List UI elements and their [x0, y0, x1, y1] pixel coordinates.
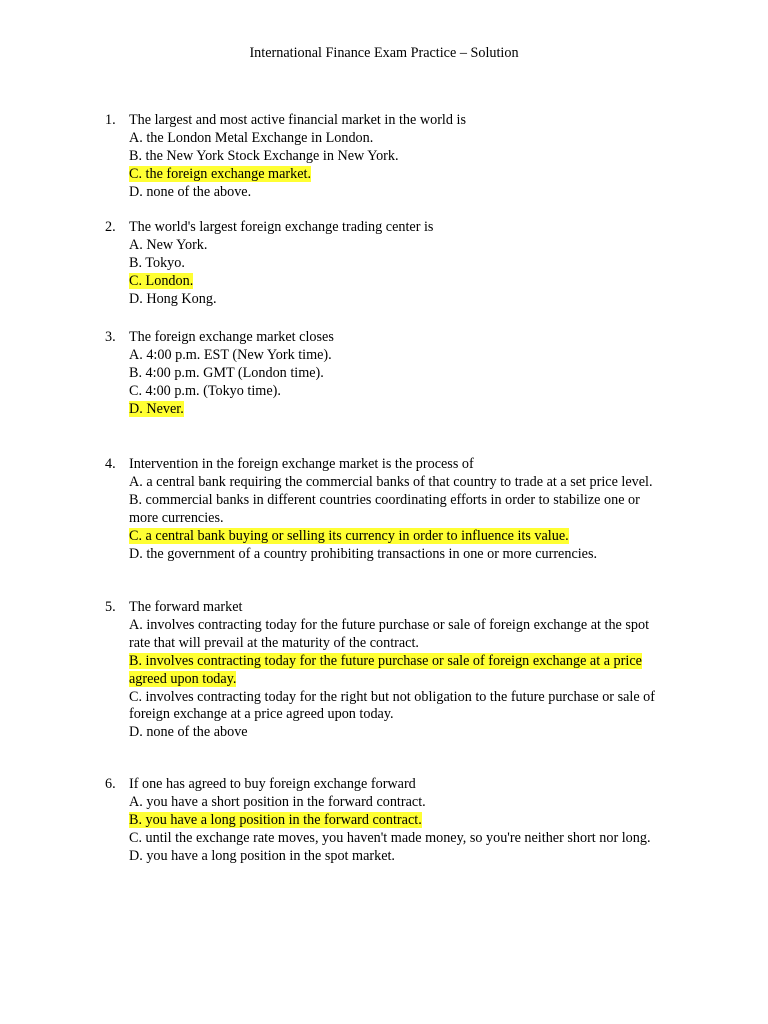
- question-6: [105, 776, 665, 866]
- question-number: 1.: [105, 112, 116, 128]
- option-a: A. a central bank requiring the commercial banks of that country to trade at a set price level.: [129, 473, 653, 490]
- question-5: [105, 599, 665, 742]
- option-d: D. none of the above.: [129, 183, 252, 200]
- option-b: B. commercial banks in different countries coordinating efforts in order to stabilize one or more currencies.: [129, 491, 640, 526]
- option-d: D. the government of a country prohibiting transactions in one or more currencies.: [129, 545, 598, 562]
- question-stem: The forward market: [129, 599, 243, 615]
- question-number: 3.: [105, 329, 116, 345]
- option-a: A. New York.: [129, 236, 208, 253]
- option-a: A. the London Metal Exchange in London.: [129, 129, 374, 146]
- option-b: B. the New York Stock Exchange in New York.: [129, 147, 399, 164]
- option-c: C. 4:00 p.m. (Tokyo time).: [129, 382, 281, 399]
- option-d: D. Hong Kong.: [129, 290, 217, 307]
- question-2: [105, 219, 665, 309]
- page-title: International Finance Exam Practice – Solution: [249, 45, 519, 61]
- option-b-correct-answer: B. involves contracting today for the future purchase or sale of foreign exchange at a price agreed upon today.: [129, 652, 642, 687]
- option-b: B. 4:00 p.m. GMT (London time).: [129, 364, 324, 381]
- option-c-correct-answer: C. a central bank buying or selling its currency in order to influence its value.: [129, 527, 569, 544]
- option-b: B. Tokyo.: [129, 254, 185, 271]
- question-stem: The world's largest foreign exchange trading center is: [129, 219, 434, 235]
- question-stem: The largest and most active financial market in the world is: [129, 112, 466, 128]
- question-number: 2.: [105, 219, 116, 235]
- option-b-correct-answer: B. you have a long position in the forward contract.: [129, 811, 422, 828]
- question-number: 4.: [105, 456, 116, 472]
- question-stem: The foreign exchange market closes: [129, 329, 334, 345]
- option-d: D. none of the above: [129, 724, 248, 741]
- option-a: A. involves contracting today for the future purchase or sale of foreign exchange at the spot rate that will prevail at the maturity of the contract.: [129, 616, 650, 651]
- question-3: [105, 329, 665, 419]
- option-d: D. you have a long position in the spot market.: [129, 847, 395, 864]
- question-1: [105, 112, 665, 202]
- option-c-correct-answer: C. the foreign exchange market.: [129, 165, 311, 182]
- option-a: A. you have a short position in the forward contract.: [129, 793, 426, 810]
- question-stem: Intervention in the foreign exchange market is the process of: [129, 456, 474, 472]
- option-c-correct-answer: C. London.: [129, 272, 194, 289]
- question-4: [105, 456, 665, 563]
- question-number: 5.: [105, 599, 116, 615]
- option-a: A. 4:00 p.m. EST (New York time).: [129, 346, 332, 363]
- option-c: C. until the exchange rate moves, you haven't made money, so you're neither short nor long.: [129, 829, 651, 846]
- option-d-correct-answer: D. Never.: [129, 400, 184, 417]
- question-number: 6.: [105, 776, 116, 792]
- question-stem: If one has agreed to buy foreign exchange forward: [129, 776, 416, 792]
- option-c: C. involves contracting today for the right but not obligation to the future purchase or sale of foreign exchange at a price agreed upon today.: [129, 688, 655, 723]
